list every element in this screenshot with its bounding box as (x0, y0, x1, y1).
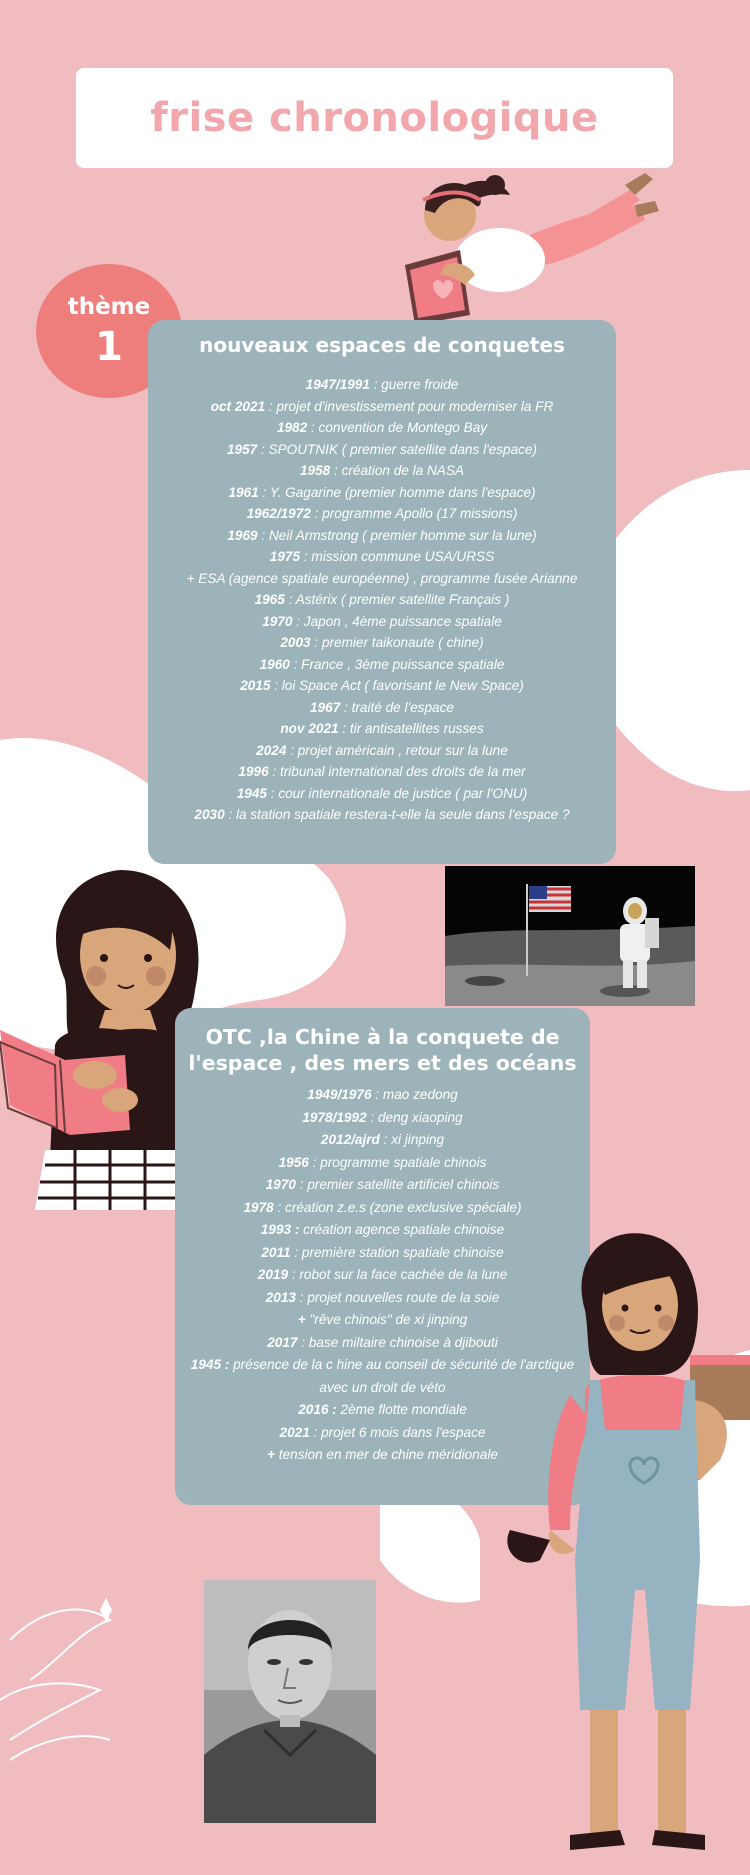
timeline-event: : projet 6 mois dans l'espace (309, 1424, 486, 1440)
timeline-date: nov 2021 (280, 721, 339, 736)
timeline-event: : projet nouvelles route de la soie (295, 1289, 500, 1305)
timeline-date: 1965 (254, 592, 285, 607)
moon-landing-photo (445, 866, 695, 1006)
timeline-date: 1970 (262, 613, 293, 629)
timeline-entry (158, 460, 606, 482)
timeline-event: : loi Space Act ( favorisant le New Space) (270, 678, 524, 693)
timeline-entry (158, 761, 606, 783)
timeline-entry (185, 1084, 580, 1107)
timeline-date: 2019 (257, 1267, 289, 1282)
timeline-event: "rêve chinois" de xi jinping (305, 1312, 468, 1327)
timeline-entry (158, 546, 606, 568)
timeline-event: : Japon , 4ème puissance spatiale (292, 613, 502, 629)
timeline-event: : Y. Gagarine (premier homme dans l'espace) (258, 484, 536, 500)
theme-number: 1 (95, 324, 123, 370)
timeline-entry (158, 589, 606, 611)
timeline-event: : projet d'investissement pour moderniser la FR (265, 398, 554, 414)
timeline-event: : mission commune USA/URSS (300, 549, 495, 564)
timeline-date: + (267, 1447, 276, 1462)
timeline-date: 1957 (226, 441, 258, 457)
timeline-date: 1961 (228, 484, 259, 500)
timeline-date: 1956 (278, 1154, 309, 1170)
timeline-event: : traité de l'espace (340, 699, 454, 715)
section-heading: nouveaux espaces de conquetes (199, 333, 565, 357)
timeline-date: 2015 (240, 678, 271, 693)
timeline-event: tension en mer de chine méridionale (275, 1447, 498, 1462)
timeline-entry (158, 783, 606, 805)
timeline-event: : convention de Montego Bay (307, 420, 488, 435)
timeline-date: 2030 (194, 807, 225, 822)
timeline-event: : projet américain , retour sur la lune (286, 742, 508, 758)
timeline-date: + (297, 1312, 306, 1327)
timeline-event: : SPOUTNIK ( premier satellite dans l'espace) (257, 441, 538, 457)
timeline-event: : premier satellite artificiel chinois (296, 1177, 500, 1192)
timeline-entry (158, 439, 606, 461)
timeline-entry (158, 654, 606, 676)
theme-label: thème (67, 294, 151, 320)
timeline-entry (158, 503, 606, 525)
timeline-entry (158, 740, 606, 762)
timeline-entry (158, 525, 606, 547)
timeline-date: 2024 (256, 742, 287, 758)
timeline-date: 1945 : (190, 1357, 230, 1372)
timeline-event: : premier taikonaute ( chine) (310, 635, 484, 650)
timeline-date: 1993 : (260, 1222, 300, 1237)
sparkle-doodle-icon (0, 1570, 200, 1770)
timeline-date: 1945 (236, 785, 267, 801)
timeline-date: 2017 (267, 1334, 298, 1350)
girl-overalls-illustration (490, 1230, 750, 1875)
timeline-entry (158, 718, 606, 740)
mao-portrait-photo (204, 1580, 376, 1823)
timeline-date: 1949/1976 (307, 1087, 372, 1102)
timeline-event: : tribunal international des droits de la mer (268, 764, 526, 779)
timeline-event: : tir antisatellites russes (338, 721, 484, 736)
timeline-entry (158, 804, 606, 826)
timeline-entry (158, 568, 606, 590)
timeline-date: 2016 : (298, 1402, 337, 1417)
timeline-event: : création z.e.s (zone exclusive spéciale) (273, 1199, 522, 1215)
timeline-date: 1967 (310, 699, 341, 715)
section-heading: OTC ,la Chine à la conquete de l'espace , des mers et des océans (188, 1025, 577, 1075)
timeline-event: + ESA (agence spatiale européenne) , programme fusée Arianne (186, 570, 578, 586)
timeline-event: : mao zedong (371, 1087, 458, 1102)
timeline-event: : la station spatiale restera-t-elle la seule dans l'espace ? (224, 807, 570, 822)
timeline-entry (185, 1129, 580, 1152)
timeline-date: 1947/1991 (305, 377, 370, 392)
title-banner (76, 68, 673, 168)
timeline-date: 1978/1992 (302, 1109, 367, 1125)
timeline-entry (185, 1107, 580, 1130)
timeline-event: : cour internationale de justice ( par l'ONU) (267, 785, 528, 801)
timeline-event: 2ème flotte mondiale (336, 1402, 467, 1417)
timeline-entry (158, 675, 606, 697)
timeline-event: : Neil Armstrong ( premier homme sur la lune) (257, 527, 537, 543)
timeline-event: : robot sur la face cachée de la lune (288, 1267, 508, 1282)
timeline-event: : deng xiaoping (366, 1109, 463, 1125)
timeline-entry (158, 632, 606, 654)
timeline-entry (158, 417, 606, 439)
timeline-date: 1996 (238, 764, 269, 779)
timeline-entry (185, 1174, 580, 1197)
timeline-event: : xi jinping (379, 1132, 445, 1147)
timeline-date: 2012/ajrd (320, 1132, 380, 1147)
timeline-event: : guerre froide (369, 377, 459, 392)
timeline-date: 1958 (300, 463, 331, 478)
timeline-date: oct 2021 (210, 398, 266, 414)
timeline-entry (158, 482, 606, 504)
timeline-date: 1975 (269, 549, 301, 564)
timeline-event: : création de la NASA (330, 463, 464, 478)
timeline-event: : Astérix ( premier satellite Français ) (284, 592, 510, 607)
timeline-date: 2021 (279, 1424, 310, 1440)
timeline-entry (158, 611, 606, 633)
timeline-date: 2003 (280, 635, 311, 650)
timeline-event: : programme Apollo (17 missions) (310, 506, 518, 521)
timeline-date: 2011 (261, 1244, 291, 1260)
timeline-event: création agence spatiale chinoise (299, 1222, 505, 1237)
timeline-event: : première station spatiale chinoise (290, 1244, 504, 1260)
girl-lying-reading-illustration (385, 165, 660, 330)
timeline-event: présence de la c hine au conseil de sécurité de l'arctique avec un droit de véto (229, 1357, 575, 1395)
timeline-date: 1982 (276, 420, 308, 435)
timeline-event: : base miltaire chinoise à djibouti (297, 1334, 498, 1350)
timeline-date: 1960 (259, 656, 290, 672)
timeline-event: : France , 3ème puissance spatiale (289, 656, 505, 672)
timeline-entry (158, 396, 606, 418)
timeline-list (158, 374, 606, 826)
timeline-entry (158, 697, 606, 719)
page-title: frise chronologique (150, 95, 599, 141)
timeline-entry (158, 374, 606, 396)
timeline-date: 1978 (243, 1199, 274, 1215)
timeline-date: 1970 (265, 1177, 296, 1192)
timeline-date: 1969 (227, 527, 258, 543)
timeline-event: : programme spatiale chinois (308, 1154, 487, 1170)
timeline-date: 1962/1972 (246, 506, 311, 521)
timeline-date: 2013 (265, 1289, 296, 1305)
timeline-entry (185, 1197, 580, 1220)
timeline-panel-space (148, 320, 616, 864)
timeline-entry (185, 1152, 580, 1175)
